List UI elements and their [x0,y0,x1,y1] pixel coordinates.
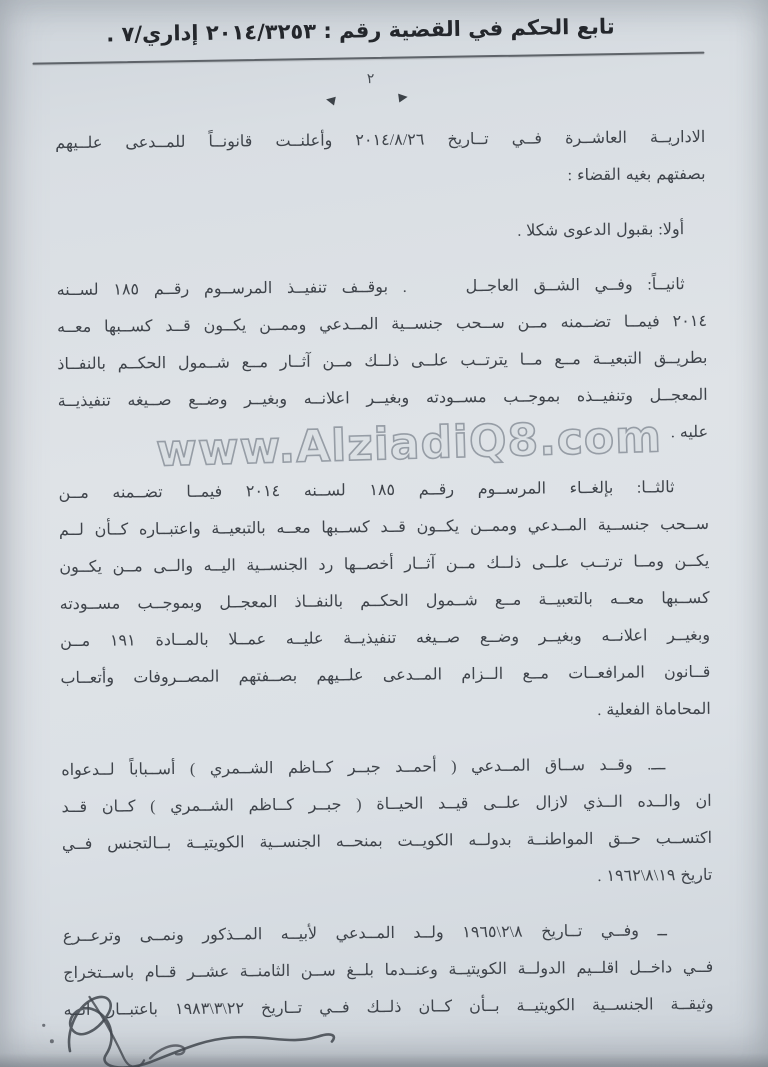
text-line: ثانيــاً: وفــي الشــق العاجــل . بوقــف تنفيــذ المرســوم رقــم ١٨٥ لســنه [56,276,685,300]
text-line: ــ وفــي تــاريخ ٨\٢\١٩٦٥ ولــد المــدعي لأبيــه المــذكور ونمــى وترعــرع [62,922,667,946]
text-line: ـــ. وقــد ســاق المــدعي ( أحمــد جبــر كــاظم الشــمري ) أســباباً لــدعواه [61,756,666,780]
watermark-text: www.AlziadiQ8.com [155,411,663,477]
text-line: فــي داخــل اقلــيم الدولــة الكويتيــة وعنــدما بلــغ ســن الثامنــة عشــر قــام باســتخراج [63,958,714,983]
text-line: بصفتهم بغيه القضاء : [567,165,706,185]
paragraph [56,211,706,254]
text-line: الاداريــة العاشــرة فــي تــاريخ ٢٠١٤/٨/٢٦ وأعلنــت قانونــاً للمــدعى علــيهم [55,128,706,153]
arrow-right-icon: ► [394,88,412,107]
text-line: تاريخ ١٩\٨\١٩٦٢ . [597,866,713,885]
text-line: وثيقــة الجنســية الكويتيــة بــأن كــان ذلــك فــي تــاريخ ٢٢\٣\١٩٨٣ باعتبــار انــه [63,995,714,1020]
text-line: ان والــده الــذي لازال علــى قيــد الحيــاة ( جبــر كــاظم الشــمري ) كــان قــد [61,792,712,817]
text-line: ثالثــا: بإلغــاء المرســوم رقــم ١٨٥ لســنه ٢٠١٤ فيمــا تضــمنه مــن [58,479,675,503]
text-line: المعجــل وتنفيــذه بموجــب مســودته وبغيــر اعلانــه وبغيــر وضــع صــيغه تنفيذيــة [57,386,708,411]
text-line: أولا: بقبول الدعوى شكلا . [517,221,685,240]
text-line: عليه . [670,423,709,442]
text-line: المحاماة الفعلية . [597,700,711,719]
text-line: وبغيــر اعلانــه وبغيــر وضــع صــيغه تنفيذيــة عليــه عمــلا بالمــادة ١٩١ مــن [59,626,711,651]
text-line: اكتســب حــق المواطنــة بدولــه الكويــت بمنحــه الجنســية الكويتيــة بــالتجنس فــي [61,829,713,854]
text-line: ســحب جنســية المــدعي وممــن يكــون قــد كســبها معــه بالتبعيــة واعتبــاره كــأن لــم [58,515,710,540]
ink-dot [50,1039,54,1043]
text-line: ٢٠١٤ فيمــا تضــمنه مــن ســحب جنســية المــدعي وممــن يكــون قــد كســبها معــه [56,312,708,337]
header-divider [32,52,704,65]
signature-stroke [69,995,335,1067]
page-number: ٢ [366,72,375,88]
text-line: بطريــق التبعيــة مــع مــا يترتــب علــى ذلــك مــن آثــار مــع شــمول الحكــم بالنفــاذ [57,349,708,374]
ink-dot [42,1024,45,1027]
arrow-left-icon: ◄ [321,91,340,110]
judgment-text-body [55,119,714,1047]
paragraph [58,469,710,734]
case-header-title: تابع الحكم في القضية رقم : ٢٠١٤/٣٢٥٣ إداري/٧ . [106,14,615,47]
signature-scribble [31,986,362,1067]
paragraph [61,746,712,900]
text-line: قــانون المرافعــات مــع الــزام المــدعى علــيهم بصــفتهم المصــروفات وأتعــاب [60,663,711,688]
text-line: يكــن ومــا ترتــب علــى ذلــك مــن آثــار أخصــها رد الجنســية اليــه والــى مــن يكــون [59,552,710,577]
signature-stroke [89,996,144,1067]
paragraph [55,119,706,199]
text-line: كســبها معــه بالتعبيــة مــع شــمول الحكــم بالنفــاذ المعجــل وبموجــب مســودته [59,589,710,614]
